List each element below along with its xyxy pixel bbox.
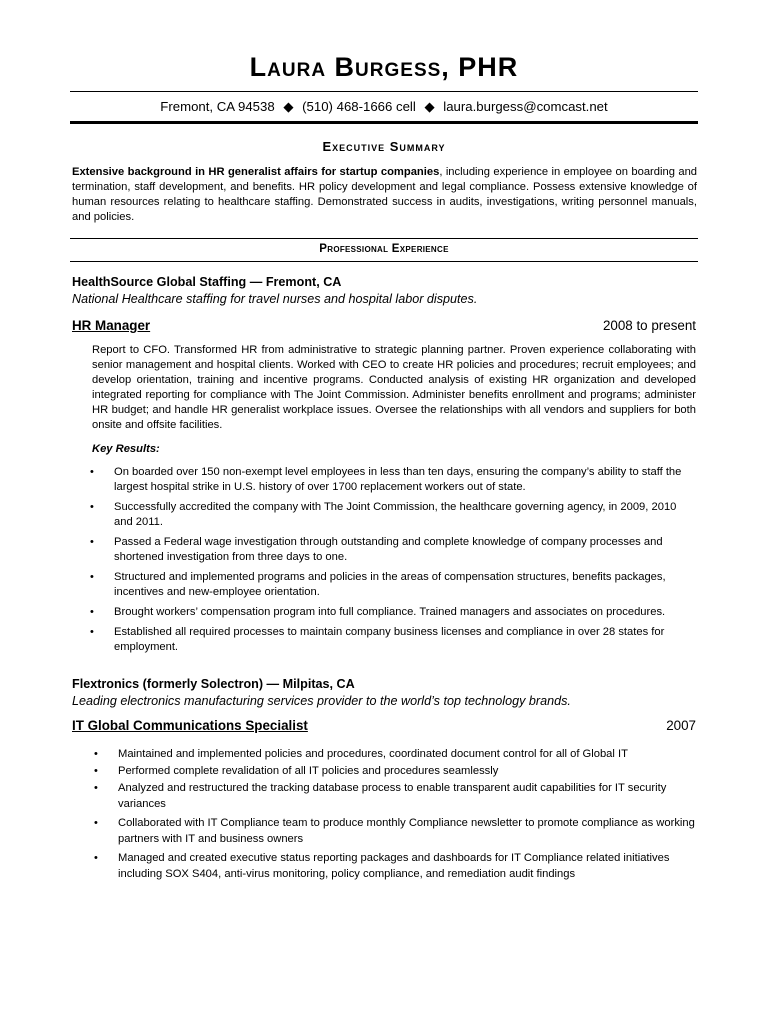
job-1-tagline: National Healthcare staffing for travel nurses and hospital labor disputes. bbox=[72, 292, 478, 306]
job-1-key-results-label: Key Results: bbox=[92, 443, 160, 455]
experience-heading: Professional Experience bbox=[319, 243, 449, 255]
diamond-separator-icon: ◆ bbox=[283, 99, 294, 114]
list-item: • Established all required processes to maintain company business licenses and compliance in over 28 states for employment. bbox=[90, 626, 665, 653]
summary-heading: Executive Summary bbox=[322, 139, 446, 154]
list-item: • Brought workers’ compensation program into full compliance. Trained managers and associates on procedures. bbox=[90, 606, 666, 618]
job-1-results-list bbox=[90, 465, 694, 660]
job-2-duties-list bbox=[94, 746, 698, 885]
list-item: • Performed complete revalidation of all IT policies and procedures seamlessly bbox=[94, 765, 499, 777]
list-item: • Successfully accredited the company with The Joint Commission, the healthcare governing agency, in 2009, 2010 and 2011. bbox=[90, 501, 677, 528]
contact-line bbox=[0, 99, 768, 115]
list-item: • Collaborated with IT Compliance team to produce monthly Compliance newsletter to promote compliance as working partners with IT and business owners bbox=[94, 817, 695, 845]
job-1-company: HealthSource Global Staffing — Fremont, CA bbox=[72, 275, 342, 289]
bullet-icon: • bbox=[94, 748, 98, 760]
experience-rule-bottom bbox=[70, 261, 698, 262]
job-1-description: Report to CFO. Transformed HR from administrative to strategic planning partner. Proven experience collaborating with senior management and hospital clients. Worked with CEO to create HR policies and procedures; recruit employees; and develop orientation, training and incentive programs. Conducted analysis of existing HR organization and developed integrated reporting for compliance with The Joint Commission. Administer benefits enrollment and programs; administer HR budget; and handle HR generalist workplace issues. Oversee the relationships with all vendors and suppliers for both onsite and offsite facilities. bbox=[92, 344, 696, 431]
job-2-role: IT Global Communications Specialist bbox=[72, 718, 308, 733]
diamond-separator-icon: ◆ bbox=[424, 99, 435, 114]
contact-phone: (510) 468-1666 cell bbox=[302, 99, 416, 114]
summary-lead: Extensive background in HR generalist affairs for startup companies bbox=[72, 166, 440, 178]
job-2-tagline: Leading electronics manufacturing services provider to the world’s top technology brands. bbox=[72, 694, 571, 708]
list-item: • Structured and implemented programs and policies in the areas of compensation structures, benefits packages, incentives and new-employee orientation. bbox=[90, 571, 666, 598]
bullet-icon: • bbox=[94, 782, 98, 794]
contact-email: laura.burgess@comcast.net bbox=[443, 99, 608, 114]
bullet-icon: • bbox=[94, 817, 98, 829]
list-item: • Analyzed and restructured the tracking database process to enable transparent audit capabilities for IT security variances bbox=[94, 782, 667, 810]
bullet-icon: • bbox=[90, 626, 94, 638]
job-1-role: HR Manager bbox=[72, 318, 151, 333]
job-2-company: Flextronics (formerly Solectron) — Milpitas, CA bbox=[72, 677, 355, 691]
bullet-icon: • bbox=[90, 606, 94, 618]
bullet-icon: • bbox=[90, 501, 94, 513]
list-item: • Managed and created executive status reporting packages and dashboards for IT Compliance related initiatives including SOX S404, anti-virus monitoring, policy compliance, and remediation audit findings bbox=[94, 852, 670, 880]
list-item: • Maintained and implemented policies and procedures, coordinated document control for all of Global IT bbox=[94, 748, 628, 760]
list-item: • Passed a Federal wage investigation through outstanding and complete knowledge of company processes and shortened investigation from three days to one. bbox=[90, 536, 663, 563]
bullet-icon: • bbox=[90, 466, 94, 478]
experience-rule-top bbox=[70, 238, 698, 239]
job-2-years: 2007 bbox=[666, 718, 696, 733]
list-item: • On boarded over 150 non-exempt level employees in less than ten days, ensuring the company’s ability to staff the largest hospital strike in U.S. history of over 1700 replacement workers out of state. bbox=[90, 466, 682, 493]
job-1-years: 2008 to present bbox=[602, 318, 696, 333]
contact-city: Fremont, CA 94538 bbox=[160, 99, 275, 114]
bullet-icon: • bbox=[94, 852, 98, 864]
bullet-icon: • bbox=[90, 536, 94, 548]
bullet-icon: • bbox=[94, 765, 98, 777]
header-rule-top bbox=[70, 91, 698, 92]
bullet-icon: • bbox=[90, 571, 94, 583]
summary-body: , including experience in employee on boarding and termination, staff development, and benefits. HR policy development and legal compliance. Possess extensive knowledge of human resources relating to healthcare staffing. Demonstrated success in audits, investigations, writing personnel manuals, and policies. bbox=[72, 166, 698, 223]
summary-paragraph bbox=[72, 165, 697, 225]
header-rule-bottom bbox=[70, 121, 698, 124]
candidate-name: Laura Burgess, PHR bbox=[249, 52, 519, 82]
